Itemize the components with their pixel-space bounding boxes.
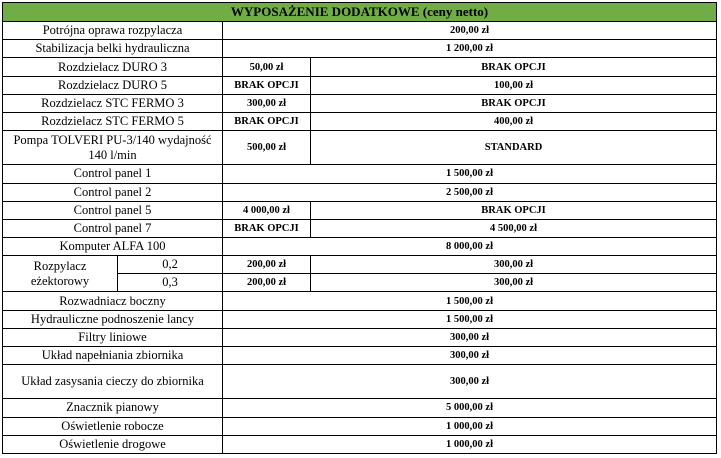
table-row <box>3 94 717 112</box>
row-price: 1 500,00 zł <box>223 310 717 328</box>
row-label: Potrójna oprawa rozpylacza <box>3 22 223 40</box>
row-label: Control panel 1 <box>3 165 223 183</box>
table-row <box>3 40 717 58</box>
row-label: Rozdzielacz DURO 5 <box>3 76 223 94</box>
row-price: 200,00 zł <box>223 22 717 40</box>
row-price-variant-a: BRAK OPCJI <box>223 76 311 94</box>
accessories-price-table <box>2 2 717 454</box>
row-label: Komputer ALFA 100 <box>3 238 223 256</box>
row-label: Rozwadniacz boczny <box>3 292 223 310</box>
price-table-container <box>2 2 716 454</box>
row-label: Stabilizacja belki hydrauliczna <box>3 40 223 58</box>
table-row <box>3 256 717 274</box>
row-label: Rozdzielacz STC FERMO 5 <box>3 112 223 130</box>
row-price-variant-a: 200,00 zł <box>223 256 311 274</box>
row-label: Znacznik pianowy <box>3 399 223 417</box>
row-label: Pompa TOLVERI PU-3/140 wydajność 140 l/min <box>3 131 223 165</box>
table-row <box>3 292 717 310</box>
table-row <box>3 399 717 417</box>
table-row <box>3 417 717 435</box>
row-price-variant-a: BRAK OPCJI <box>223 112 311 130</box>
row-label: Oświetlenie drogowe <box>3 435 223 453</box>
row-price: 1 500,00 zł <box>223 165 717 183</box>
row-label: Filtry liniowe <box>3 328 223 346</box>
table-row <box>3 346 717 364</box>
row-price-variant-b: 100,00 zł <box>311 76 717 94</box>
row-label: Oświetlenie robocze <box>3 417 223 435</box>
row-price: 300,00 zł <box>223 346 717 364</box>
table-row <box>3 183 717 201</box>
table-row <box>3 22 717 40</box>
table-row <box>3 310 717 328</box>
row-price: 1 500,00 zł <box>223 292 717 310</box>
row-price-variant-a: BRAK OPCJI <box>223 219 311 237</box>
row-label: Control panel 5 <box>3 201 223 219</box>
nozzle-size: 0,3 <box>118 274 223 292</box>
table-row <box>3 238 717 256</box>
row-label: Control panel 7 <box>3 219 223 237</box>
row-price-variant-a: 500,00 zł <box>223 131 311 165</box>
row-price-variant-a: 4 000,00 zł <box>223 201 311 219</box>
row-price: 1 200,00 zł <box>223 40 717 58</box>
row-price-variant-b: 300,00 zł <box>311 274 717 292</box>
row-label: Układ napełniania zbiornika <box>3 346 223 364</box>
table-row <box>3 112 717 130</box>
table-row <box>3 435 717 453</box>
row-price-variant-b: STANDARD <box>311 131 717 165</box>
row-price: 2 500,00 zł <box>223 183 717 201</box>
table-row <box>3 131 717 165</box>
row-price: 300,00 zł <box>223 328 717 346</box>
table-header-row <box>3 3 717 22</box>
table-row <box>3 76 717 94</box>
row-price-variant-a: 200,00 zł <box>223 274 311 292</box>
row-price: 1 000,00 zł <box>223 435 717 453</box>
row-label: Układ zasysania cieczy do zbiornika <box>3 365 223 399</box>
table-row <box>3 58 717 76</box>
row-price: 5 000,00 zł <box>223 399 717 417</box>
row-price: 8 000,00 zł <box>223 238 717 256</box>
table-row <box>3 365 717 399</box>
row-price-variant-b: 4 500,00 zł <box>311 219 717 237</box>
row-price-variant-a: 300,00 zł <box>223 94 311 112</box>
row-price: 1 000,00 zł <box>223 417 717 435</box>
row-label: Rozdzielacz DURO 3 <box>3 58 223 76</box>
row-price-variant-b: BRAK OPCJI <box>311 201 717 219</box>
row-price-variant-a: 50,00 zł <box>223 58 311 76</box>
row-price-variant-b: 300,00 zł <box>311 256 717 274</box>
row-price-variant-b: 400,00 zł <box>311 112 717 130</box>
table-row <box>3 219 717 237</box>
nozzle-size: 0,2 <box>118 256 223 274</box>
row-label: Rozdzielacz STC FERMO 3 <box>3 94 223 112</box>
row-price: 300,00 zł <box>223 365 717 399</box>
table-row <box>3 328 717 346</box>
table-title: WYPOSAŻENIE DODATKOWE (ceny netto) <box>3 3 717 22</box>
table-row <box>3 201 717 219</box>
table-row <box>3 165 717 183</box>
row-label: Hydrauliczne podnoszenie lancy <box>3 310 223 328</box>
row-label: Control panel 2 <box>3 183 223 201</box>
row-label: Rozpylacz eżektorowy <box>3 256 118 292</box>
row-price-variant-b: BRAK OPCJI <box>311 94 717 112</box>
row-price-variant-b: BRAK OPCJI <box>311 58 717 76</box>
